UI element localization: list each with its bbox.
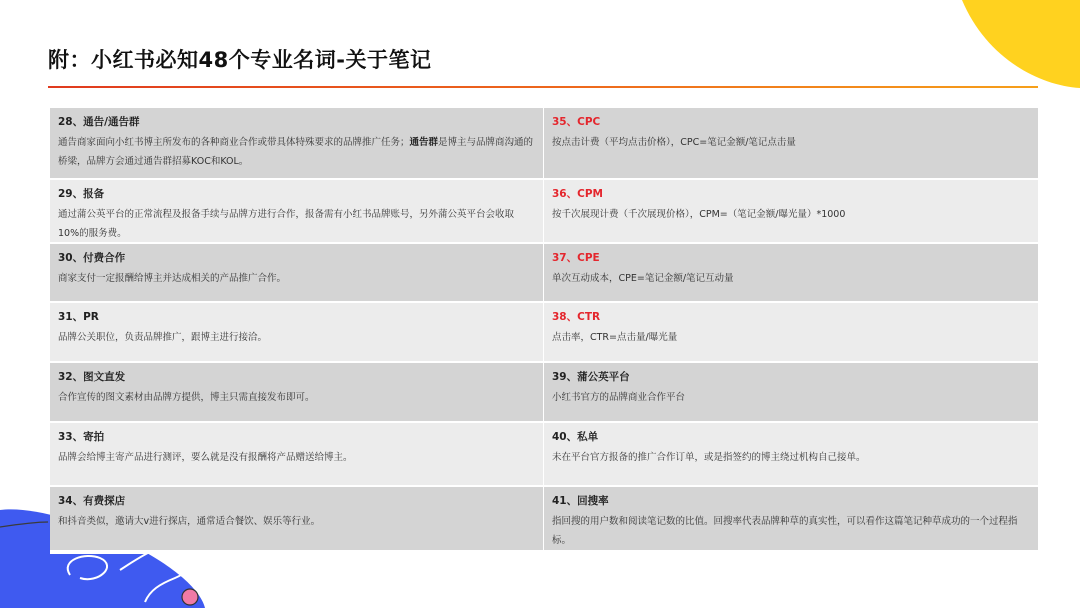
term-title: 32、图文直发 <box>58 371 126 383</box>
term-title: 38、CTR <box>552 311 601 323</box>
term-desc: 单次互动成本，CPE=笔记金额/笔记互动量 <box>552 273 734 284</box>
term-desc: 和抖音类似，邀请大v进行探店，通常适合餐饮、娱乐等行业。 <box>58 516 321 527</box>
term-title: 28、通告/通告群 <box>58 116 140 128</box>
term-cell-38 <box>544 303 1038 361</box>
term-cell-35 <box>544 108 1038 178</box>
term-cell-41 <box>544 487 1038 550</box>
term-desc: 按点击计费（平均点击价格），CPC=笔记金额/笔记点击量 <box>552 137 796 148</box>
term-desc: 点击率，CTR=点击量/曝光量 <box>552 332 678 343</box>
term-cell-30 <box>50 244 544 301</box>
term-cell-33 <box>50 423 544 485</box>
term-title: 34、有费探店 <box>58 495 126 507</box>
term-title: 36、CPM <box>552 188 603 200</box>
term-title: 39、蒲公英平台 <box>552 371 630 383</box>
term-desc: 商家支付一定报酬给博主并达成相关的产品推广合作。 <box>58 273 287 284</box>
term-title: 31、PR <box>58 311 99 323</box>
term-desc: 未在平台官方报备的推广合作订单，或是指签约的博主绕过机构自己接单。 <box>552 452 866 463</box>
term-desc: 指回搜的用户数和阅读笔记数的比值。回搜率代表品牌种草的真实性，可以看作这篇笔记种草成功的一个过程指标。 <box>552 516 1018 546</box>
term-title: 40、私单 <box>552 431 599 443</box>
term-cell-37 <box>544 244 1038 301</box>
term-cell-36 <box>544 180 1038 242</box>
term-title: 41、回搜率 <box>552 495 609 507</box>
page-title: 附：小红书必知48个专业名词-关于笔记 <box>48 48 432 72</box>
term-cell-34 <box>50 487 544 550</box>
term-title: 33、寄拍 <box>58 431 105 443</box>
title-divider <box>48 86 1038 88</box>
term-desc: 小红书官方的品牌商业合作平台 <box>552 392 686 403</box>
term-cell-28 <box>50 108 544 178</box>
term-cell-31 <box>50 303 544 361</box>
term-desc: 品牌会给博主寄产品进行测评，要么就是没有报酬将产品赠送给博主。 <box>58 452 353 463</box>
term-title: 37、CPE <box>552 252 600 264</box>
term-cell-40 <box>544 423 1038 485</box>
term-desc: 通过蒲公英平台的正常流程及报备手续与品牌方进行合作，报备需有小红书品牌账号，另外蒲公英平台会收取10%的服务费。 <box>58 209 515 239</box>
terms-table <box>50 108 1038 554</box>
term-desc: 按千次展现计费（千次展现价格），CPM=（笔记金额/曝光量）*1000 <box>552 209 846 220</box>
corner-yellow-shape <box>940 0 1080 92</box>
term-desc: 通告商家面向小红书博主所发布的各种商业合作或带具体特殊要求的品牌推广任务；通告群是博主与品牌商沟通的桥梁，品牌方会通过通告群招募KOC和KOL。 <box>58 137 534 167</box>
term-cell-29 <box>50 180 544 242</box>
term-title: 30、付费合作 <box>58 252 126 264</box>
term-desc: 合作宣传的图文素材由品牌方提供，博主只需直接发布即可。 <box>58 392 315 403</box>
term-cell-32 <box>50 363 544 421</box>
term-cell-39 <box>544 363 1038 421</box>
term-title: 29、报备 <box>58 188 105 200</box>
term-title: 35、CPC <box>552 116 601 128</box>
term-desc: 品牌公关职位，负责品牌推广，跟博主进行接洽。 <box>58 332 268 343</box>
